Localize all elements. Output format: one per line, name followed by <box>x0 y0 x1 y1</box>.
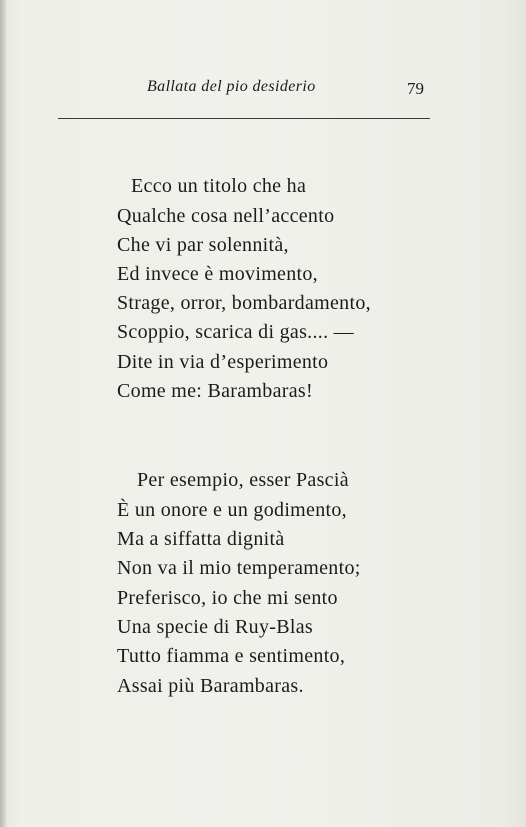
verse-line: Qualche cosa nell’accento <box>117 205 335 227</box>
verse-line: Non va il mio temperamento; <box>117 557 361 579</box>
header-rule <box>58 118 430 119</box>
running-head <box>0 78 526 102</box>
verse-line: Come me: Barambaras! <box>117 380 313 402</box>
verse-line: Strage, orror, bombardamento, <box>117 292 371 314</box>
verse-line: Assai più Barambaras. <box>117 675 304 697</box>
verse-line: Tutto fiamma e sentimento, <box>117 645 346 667</box>
verse-line: Ma a siffatta dignità <box>117 528 285 550</box>
verse-line: Preferisco, io che mi sento <box>117 587 338 609</box>
running-title: Ballata del pio desiderio <box>147 78 316 95</box>
verse-line: Ecco un titolo che ha <box>131 175 307 197</box>
verse-line: Una specie di Ruy-Blas <box>117 616 314 638</box>
page-number: 79 <box>407 79 424 98</box>
verse-line: Per esempio, esser Pascià <box>137 469 349 491</box>
verse-line: Dite in via d’esperimento <box>117 351 329 373</box>
page-binding-edge <box>0 0 6 827</box>
verse-line: Che vi par solennità, <box>117 234 289 256</box>
verse-line: Scoppio, scarica di gas.... — <box>117 321 354 343</box>
verse-line: È un onore e un godimento, <box>117 499 347 521</box>
verse-line: Ed invece è movimento, <box>117 263 318 285</box>
